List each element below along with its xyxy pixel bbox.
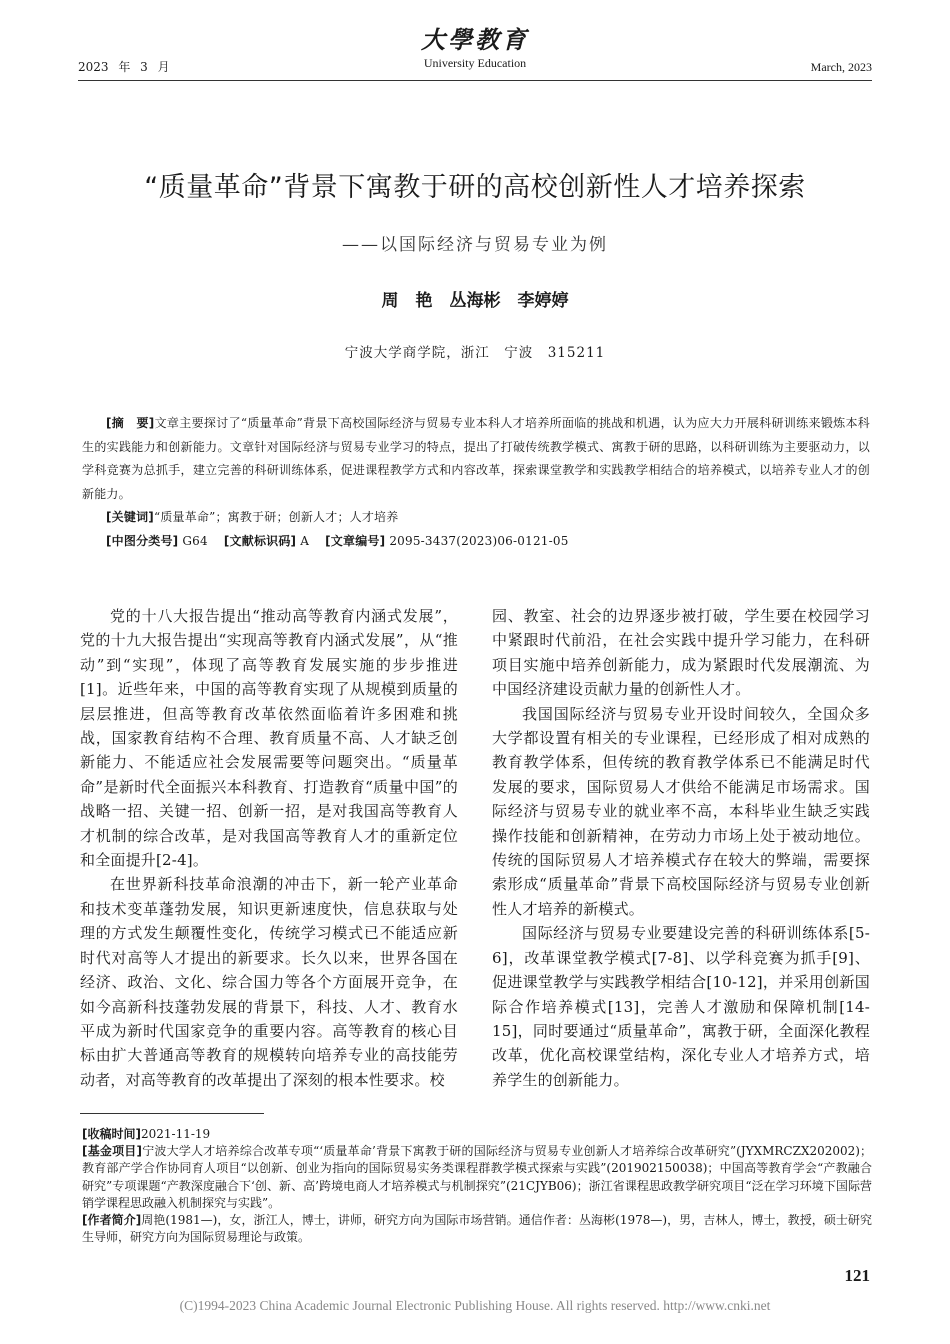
keywords-text: “质量革命”；寓教于研；创新人才；人才培养 <box>153 510 399 524</box>
doc-code-label: [文献标识码] <box>223 533 297 548</box>
article-no-value: 2095-3437(2023)06-0121-05 <box>389 533 569 548</box>
article-no-label: [文章编号] <box>325 533 386 548</box>
abstract-paragraph <box>82 412 870 506</box>
abstract-label: [摘 要] <box>106 416 155 430</box>
author-bio-note <box>82 1212 872 1246</box>
author-affiliation: 宁波大学商学院，浙江 宁波 315211 <box>344 345 606 361</box>
received-value: 2021-11-19 <box>140 1127 211 1141</box>
doc-code-value: A <box>300 533 310 548</box>
article-title: “质量革命”背景下寓教于研的高校创新性人才培养探索 <box>144 172 806 203</box>
body-paragraph: 我国国际经济与贸易专业开设时间较久，全国众多大学都设置有相关的专业课程，已经形成了相对成熟的教育教学体系，但传统的教育教学体系已不能满足时代发展的要求，国际贸易人才供给不能满足市场需求。国际经济与贸易专业的就业率不高，本科毕业生缺乏实践操作技能和创新精神，在劳动力市场上处于被动地位。传统的国际贸易人才培养模式存在较大的弊端，需要探索形成“质量革命”背景下高校国际经济与贸易专业创新性人才培养的新模式。 <box>492 704 870 918</box>
classification-line <box>82 530 870 554</box>
keywords-label: [关键词] <box>106 510 154 524</box>
article-authors: 周 艳 丛海彬 李婷婷 <box>381 291 569 311</box>
fund-label: [基金项目] <box>82 1144 142 1159</box>
body-column-right <box>492 604 870 1092</box>
fund-note <box>82 1143 872 1212</box>
body-column-left <box>80 604 458 1092</box>
article-subtitle: ——以国际经济与贸易专业为例 <box>342 235 608 255</box>
abstract-text: 文章主要探讨了“质量革命”背景下高校国际经济与贸易专业本科人才培养所面临的挑战和机遇，认为应大力开展科研训练来锻炼本科生的实践能力和创新能力。文章针对国际经济与贸易专业学习的特点，提出了打破传统教学模式、寓教于研的思路，以科研训练为主要驱动力，以学科竞赛为总抓手，建立完善的科研训练体系，促进课程教学方式和内容改革，探索课堂教学和实践教学相结合的培养模式，以培养专业人才的创新能力。 <box>82 416 870 501</box>
footnotes-block <box>82 1126 872 1246</box>
header-divider <box>78 80 872 81</box>
footnote-divider <box>80 1113 264 1114</box>
clc-label: [中图分类号] <box>106 533 179 548</box>
received-date-note <box>82 1126 872 1143</box>
journal-logo: 大學教育 <box>421 25 529 54</box>
issue-date-cn: 2023 年 3 月 <box>78 60 170 74</box>
fund-value: 宁波大学人才培养综合改革专项“‘质量革命’背景下寓教于研的国际经济与贸易专业创新人才培养综合改革研究”(JYXMRCZX202002)；教育部产学合作协同育人项目“以创新、创业为指向的国际贸易实务类课程群教学模式探索与实践”(201902150038)；中国高等教育学会“产教融合研究”专项课题“产教深度融合下‘创、新、高’跨境电商人才培养模式与机制探究”(21CJYB06)；浙江省课程思政教学研究项目“泛在学习环境下国际营销学课程思政融入机制探究与实践”。 <box>82 1144 872 1210</box>
page-number: 121 <box>844 1266 870 1285</box>
body-paragraph: 国际经济与贸易专业要建设完善的科研训练体系[5-6]，改革课堂教学模式[7-8]、以学科竞赛为抓手[9]、促进课堂教学与实践教学相结合[10-12]，并采用创新国际合作培养模式[13]，完善人才激励和保障机制[14-15]，同时要通过“质量革命”，寓教于研，全面深化教程改革，优化高校课堂结构，深化专业人才培养方式，培养学生的创新能力。 <box>492 924 870 1089</box>
issue-date-en: March, 2023 <box>810 60 872 74</box>
received-label: [收稿时间] <box>82 1127 141 1141</box>
keywords-line <box>82 506 870 530</box>
body-paragraph-continued: 园、教室、社会的边界逐步被打破，学生要在校园学习中紧跟时代前沿，在社会实践中提升学习能力，在科研项目实施中培养创新能力，成为紧跟时代发展潮流、为中国经济建设贡献力量的创新性人才。 <box>492 607 870 699</box>
body-paragraph: 党的十八大报告提出“推动高等教育内涵式发展”，党的十九大报告提出“实现高等教育内涵式发展”，从“推动”到“实现”，体现了高等教育发展实施的步步推进[1]。近些年来，中国的高等教育实现了从规模到质量的层层推进，但高等教育改革依然面临着许多困难和挑战，国家教育结构不合理、教育质量不高、人才缺乏创新能力、不能适应社会发展需要等问题突出。“质量革命”是新时代全面振兴本科教育、打造教育“质量中国”的战略一招、关键一招、创新一招，是对我国高等教育人才机制的综合改革，是对我国高等教育人才的重新定位和全面提升[2-4]。 <box>80 607 458 870</box>
body-paragraph: 在世界新科技革命浪潮的冲击下，新一轮产业革命和技术变革蓬勃发展，知识更新速度快，信息获取与处理的方式发生颠覆性变化，传统学习模式已不能适应新时代对高等人才提出的新要求。长久以来，世界各国在经济、政治、文化、综合国力等各个方面展开竞争，在如今高新科技蓬勃发展的背景下，科技、人才、教育水平成为新时代国家竞争的重要内容。高等教育的核心目标由扩大普通高等教育的规模转向培养专业的高技能劳动者，对高等教育的改革提出了深刻的根本性要求。校 <box>80 875 458 1089</box>
journal-name-en: University Education <box>423 56 527 70</box>
author-bio-value: 周艳(1981—)，女，浙江人，博士，讲师，研究方向为国际市场营销。通信作者：丛海彬(1978—)，男，吉林人，博士，教授，硕士研究生导师，研究方向为国际贸易理论与政策。 <box>82 1213 872 1245</box>
copyright-watermark: (C)1994-2023 China Academic Journal Electronic Publishing House. All rights reserved. http://www.cnki.net <box>179 1298 771 1313</box>
author-bio-label: [作者简介] <box>82 1213 142 1228</box>
abstract-block <box>82 412 870 553</box>
clc-value: G64 <box>182 533 208 548</box>
